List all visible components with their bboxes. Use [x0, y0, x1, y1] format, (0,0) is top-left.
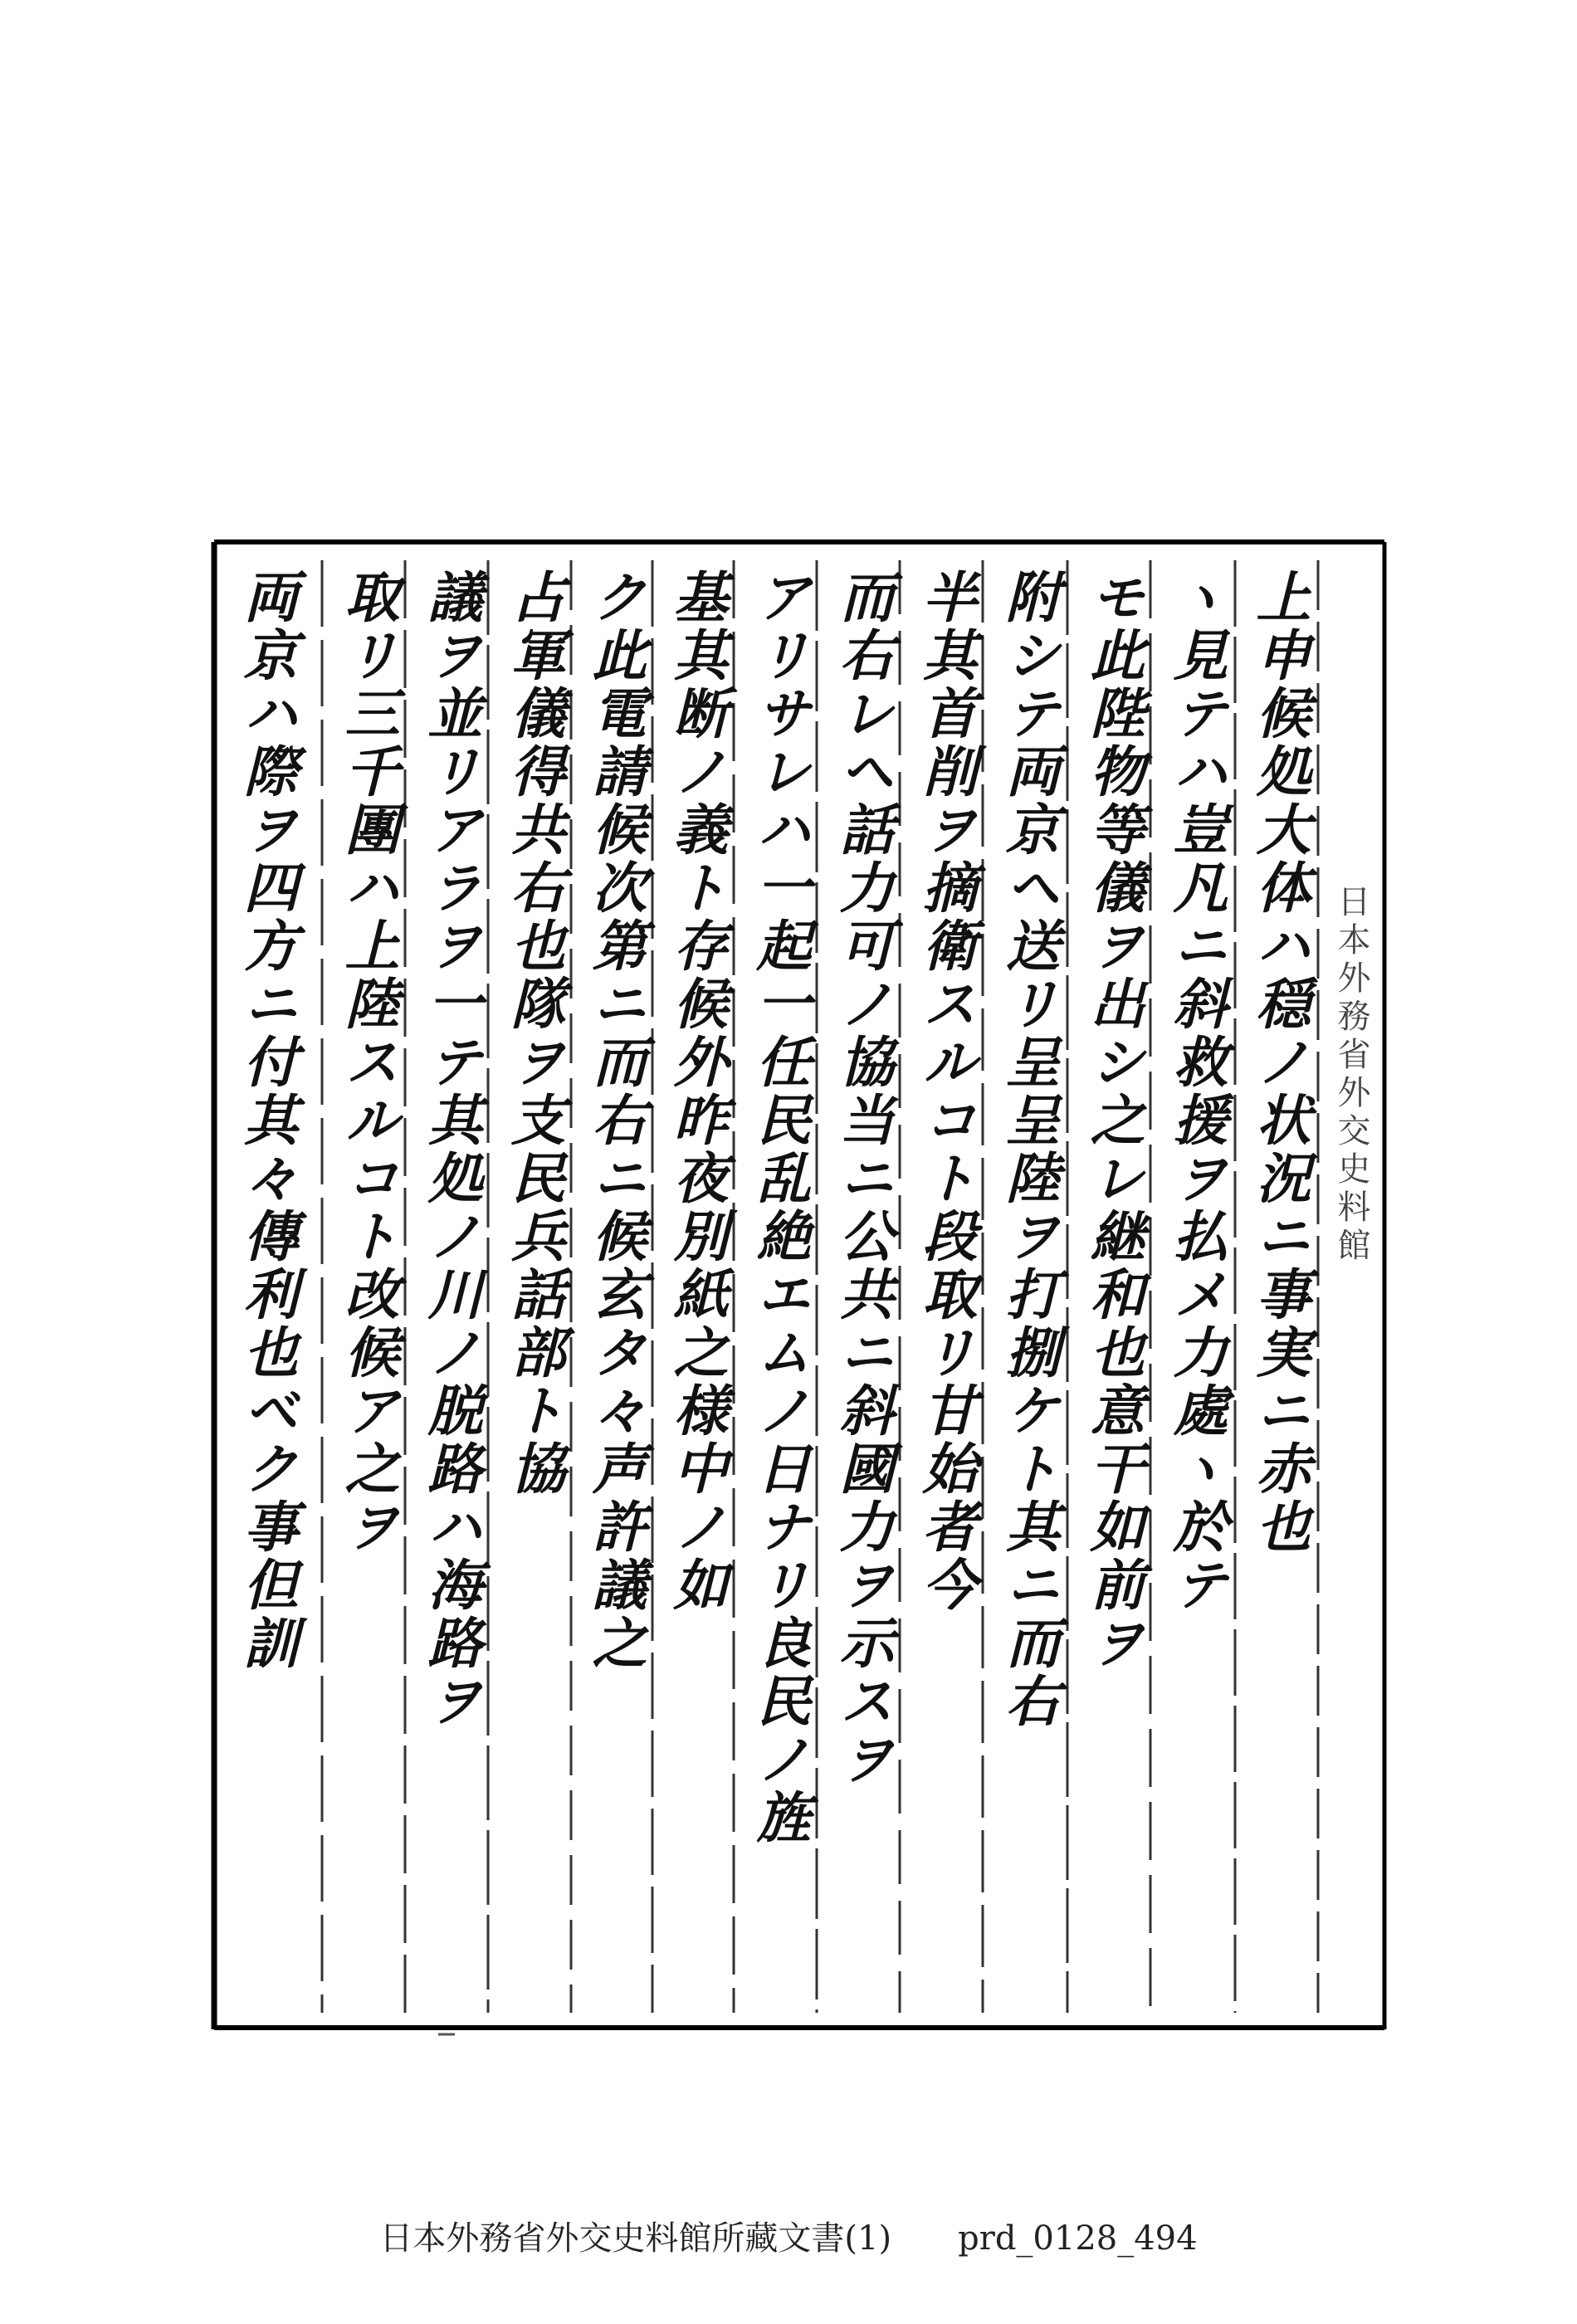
manuscript-column-2: ヽ見テハ豈凡ニ斜救援ヲ払メ力處ヽ於テ — [1164, 569, 1228, 1614]
manuscript-column-3: モ此陛物等儀ヲ出シ之レ継和也意干如前ヲ — [1081, 569, 1145, 1672]
manuscript-column-12: 取リ三千團ハ上陸スルコト改候ア之ヲ — [335, 569, 400, 1556]
manuscript-column-11: 議ヲ並リアラヲ一テ其処ノ川ノ脱路ハ海路ヲ — [418, 569, 483, 1731]
manuscript-column-6: 而右レヘ話力可ノ協当ニ公共ニ斜國力ヲ示スヲ — [830, 569, 895, 1789]
manuscript-column-13: 両京ハ際ヲ四方ニ付其々傳利也ベク事但訓 — [234, 569, 299, 1672]
manuscript-column-10: 占軍儀得共右也隊ヲ支民兵話部ト協 — [501, 569, 566, 1498]
footer-code: prd_0128_494 — [958, 2219, 1198, 2258]
manuscript-column-7: アリサレハ一起一任民乱絶エムノ日ナリ良民ノ旌 — [747, 569, 812, 1847]
manuscript-column-8: 基其断ノ義ト存候外昨夜別紙之様中ノ如 — [664, 569, 729, 1614]
manuscript-scan — [206, 535, 1391, 2038]
archive-margin-stamp: 日本外務省外交史料館 — [1332, 884, 1370, 1266]
footer-title: 日本外務省外交史料館所藏文書(1) — [379, 2219, 892, 2258]
manuscript-column-5: 半其首削ヲ摘衛スルコト段取リ甘始者今 — [913, 569, 978, 1614]
manuscript-column-9: ク此電請候次第ニ而右ニ候玄タ々声許議之 — [583, 569, 647, 1672]
manuscript-column-4: 附シテ両京ヘ送リ呈呈陸ヲ打捌ケト其ニ而右 — [996, 569, 1061, 1731]
manuscript-column-1: 上申候処大体ハ穏ノ状況ニ事実ニ赤也 — [1247, 569, 1311, 1556]
page-footer — [0, 2212, 1577, 2259]
